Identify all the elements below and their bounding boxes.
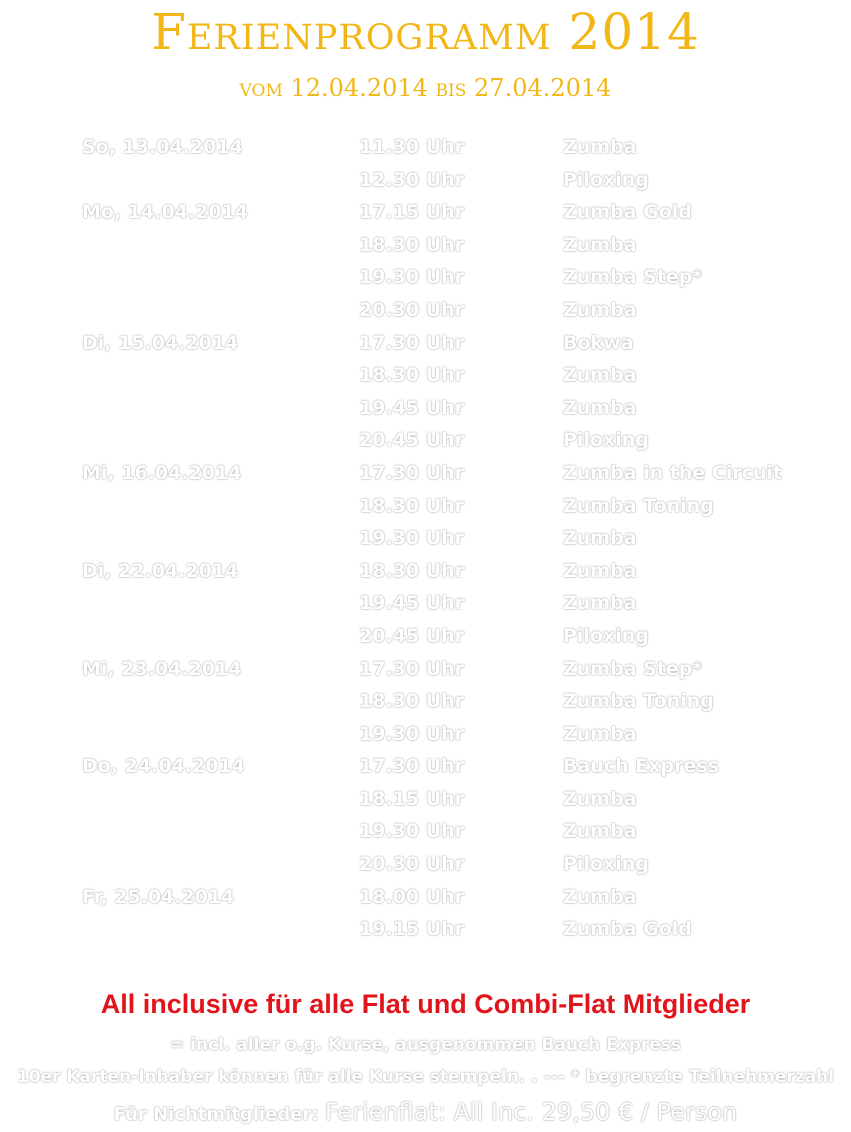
schedule-row bbox=[0, 719, 851, 752]
schedule-row bbox=[0, 751, 851, 784]
schedule-row bbox=[0, 621, 851, 654]
schedule-row bbox=[0, 914, 851, 947]
schedule-course: Piloxing bbox=[563, 624, 649, 647]
schedule-date: So, 13.04.2014 bbox=[82, 136, 243, 158]
schedule-date: Mi, 23.04.2014 bbox=[82, 657, 242, 680]
schedule-date: Mi, 16.04.2014 bbox=[82, 461, 242, 484]
schedule-row bbox=[0, 328, 851, 361]
schedule-time: 20.45 Uhr bbox=[359, 624, 465, 647]
schedule-row bbox=[0, 132, 851, 165]
schedule-course: Zumba Gold bbox=[563, 201, 692, 224]
schedule-time: 17.30 Uhr bbox=[359, 461, 465, 484]
schedule-row bbox=[0, 393, 851, 426]
schedule-row bbox=[0, 849, 851, 882]
schedule-course: Zumba in the Circuit bbox=[563, 461, 783, 484]
schedule-course: Piloxing bbox=[563, 429, 649, 452]
schedule-row bbox=[0, 686, 851, 719]
schedule-time: 17.30 Uhr bbox=[359, 755, 465, 778]
schedule-row bbox=[0, 523, 851, 556]
schedule-time: 18.15 Uhr bbox=[359, 787, 465, 810]
schedule-time: 18.30 Uhr bbox=[359, 559, 465, 582]
schedule-course: Zumba bbox=[563, 722, 637, 745]
schedule-time: 17.30 Uhr bbox=[359, 657, 465, 680]
schedule-time: 19.15 Uhr bbox=[359, 918, 465, 941]
schedule-time: 11.30 Uhr bbox=[359, 136, 465, 158]
schedule-row bbox=[0, 360, 851, 393]
schedule-row bbox=[0, 784, 851, 817]
schedule-course: Zumba bbox=[563, 559, 637, 582]
schedule-course: Bokwa bbox=[563, 331, 634, 354]
schedule-course: Zumba bbox=[563, 820, 637, 843]
schedule-time: 18.30 Uhr bbox=[359, 364, 465, 387]
schedule-time: 20.30 Uhr bbox=[359, 853, 465, 876]
schedule-course: Zumba Step* bbox=[563, 266, 703, 289]
schedule-course: Zumba bbox=[563, 364, 637, 387]
schedule-course: Bauch Express bbox=[563, 755, 719, 778]
schedule-course: Zumba bbox=[563, 298, 637, 321]
schedule-time: 19.30 Uhr bbox=[359, 527, 465, 550]
schedule-row bbox=[0, 654, 851, 687]
schedule-date: Mo, 14.04.2014 bbox=[82, 201, 248, 224]
schedule-time: 19.30 Uhr bbox=[359, 820, 465, 843]
schedule-course: Zumba Gold bbox=[563, 918, 692, 941]
schedule-row bbox=[0, 458, 851, 491]
schedule-course: Piloxing bbox=[563, 853, 649, 876]
schedule-time: 19.45 Uhr bbox=[359, 396, 465, 419]
schedule-time: 18.30 Uhr bbox=[359, 690, 465, 713]
page-title: Ferienprogramm 2014 bbox=[151, 3, 700, 61]
ferienflat-price: Ferienflat: All Inc. 29,50 € / Person bbox=[324, 1098, 738, 1126]
schedule-course: Zumba bbox=[563, 396, 637, 419]
schedule-time: 20.30 Uhr bbox=[359, 298, 465, 321]
schedule-time: 19.30 Uhr bbox=[359, 722, 465, 745]
schedule-course: Zumba bbox=[563, 233, 637, 256]
schedule-time: 19.30 Uhr bbox=[359, 266, 465, 289]
card-holder-note: 10er Karten-Inhaber können für alle Kurse stempeln. . --- * begrenzte Teilnehmerzahl bbox=[16, 1067, 835, 1087]
schedule-course: Zumba bbox=[563, 787, 637, 810]
schedule-row bbox=[0, 588, 851, 621]
schedule-time: 17.15 Uhr bbox=[359, 201, 465, 224]
schedule-row bbox=[0, 197, 851, 230]
inclusion-note: = incl. aller o.g. Kurse, ausgenommen Bauch Express bbox=[169, 1035, 682, 1055]
schedule-time: 12.30 Uhr bbox=[359, 168, 465, 191]
promo-headline: All inclusive für alle Flat und Combi-Flat Mitglieder bbox=[100, 989, 751, 1019]
schedule-time: 17.30 Uhr bbox=[359, 331, 465, 354]
schedule-row bbox=[0, 165, 851, 198]
schedule-time: 20.45 Uhr bbox=[359, 429, 465, 452]
schedule-row bbox=[0, 556, 851, 589]
schedule-course: Zumba Toning bbox=[563, 690, 714, 713]
schedule-course: Zumba bbox=[563, 885, 637, 908]
schedule-row bbox=[0, 816, 851, 849]
schedule-date: Fr, 25.04.2014 bbox=[82, 885, 235, 908]
schedule-date: Do, 24.04.2014 bbox=[82, 755, 245, 778]
schedule-row bbox=[0, 491, 851, 524]
schedule-row bbox=[0, 230, 851, 263]
schedule-course: Zumba Step* bbox=[563, 657, 703, 680]
schedule-time: 18.30 Uhr bbox=[359, 494, 465, 517]
schedule-date: Di, 22.04.2014 bbox=[82, 559, 239, 582]
schedule-table bbox=[0, 132, 851, 947]
schedule-date: Di, 15.04.2014 bbox=[82, 331, 239, 354]
schedule-time: 19.45 Uhr bbox=[359, 592, 465, 615]
non-member-offer bbox=[0, 1095, 851, 1132]
schedule-row bbox=[0, 262, 851, 295]
schedule-row bbox=[0, 425, 851, 458]
non-member-label: Für Nichtmitglieder: bbox=[113, 1104, 319, 1125]
schedule-course: Zumba Toning bbox=[563, 494, 714, 517]
schedule-time: 18.00 Uhr bbox=[359, 885, 465, 908]
schedule-course: Zumba bbox=[563, 592, 637, 615]
schedule-course: Zumba bbox=[563, 527, 637, 550]
date-range-subtitle: vom 12.04.2014 bis 27.04.2014 bbox=[239, 74, 612, 102]
schedule-course: Zumba bbox=[563, 136, 637, 158]
schedule-row bbox=[0, 295, 851, 328]
schedule-course: Piloxing bbox=[563, 168, 649, 191]
schedule-row bbox=[0, 882, 851, 915]
schedule-time: 18.30 Uhr bbox=[359, 233, 465, 256]
